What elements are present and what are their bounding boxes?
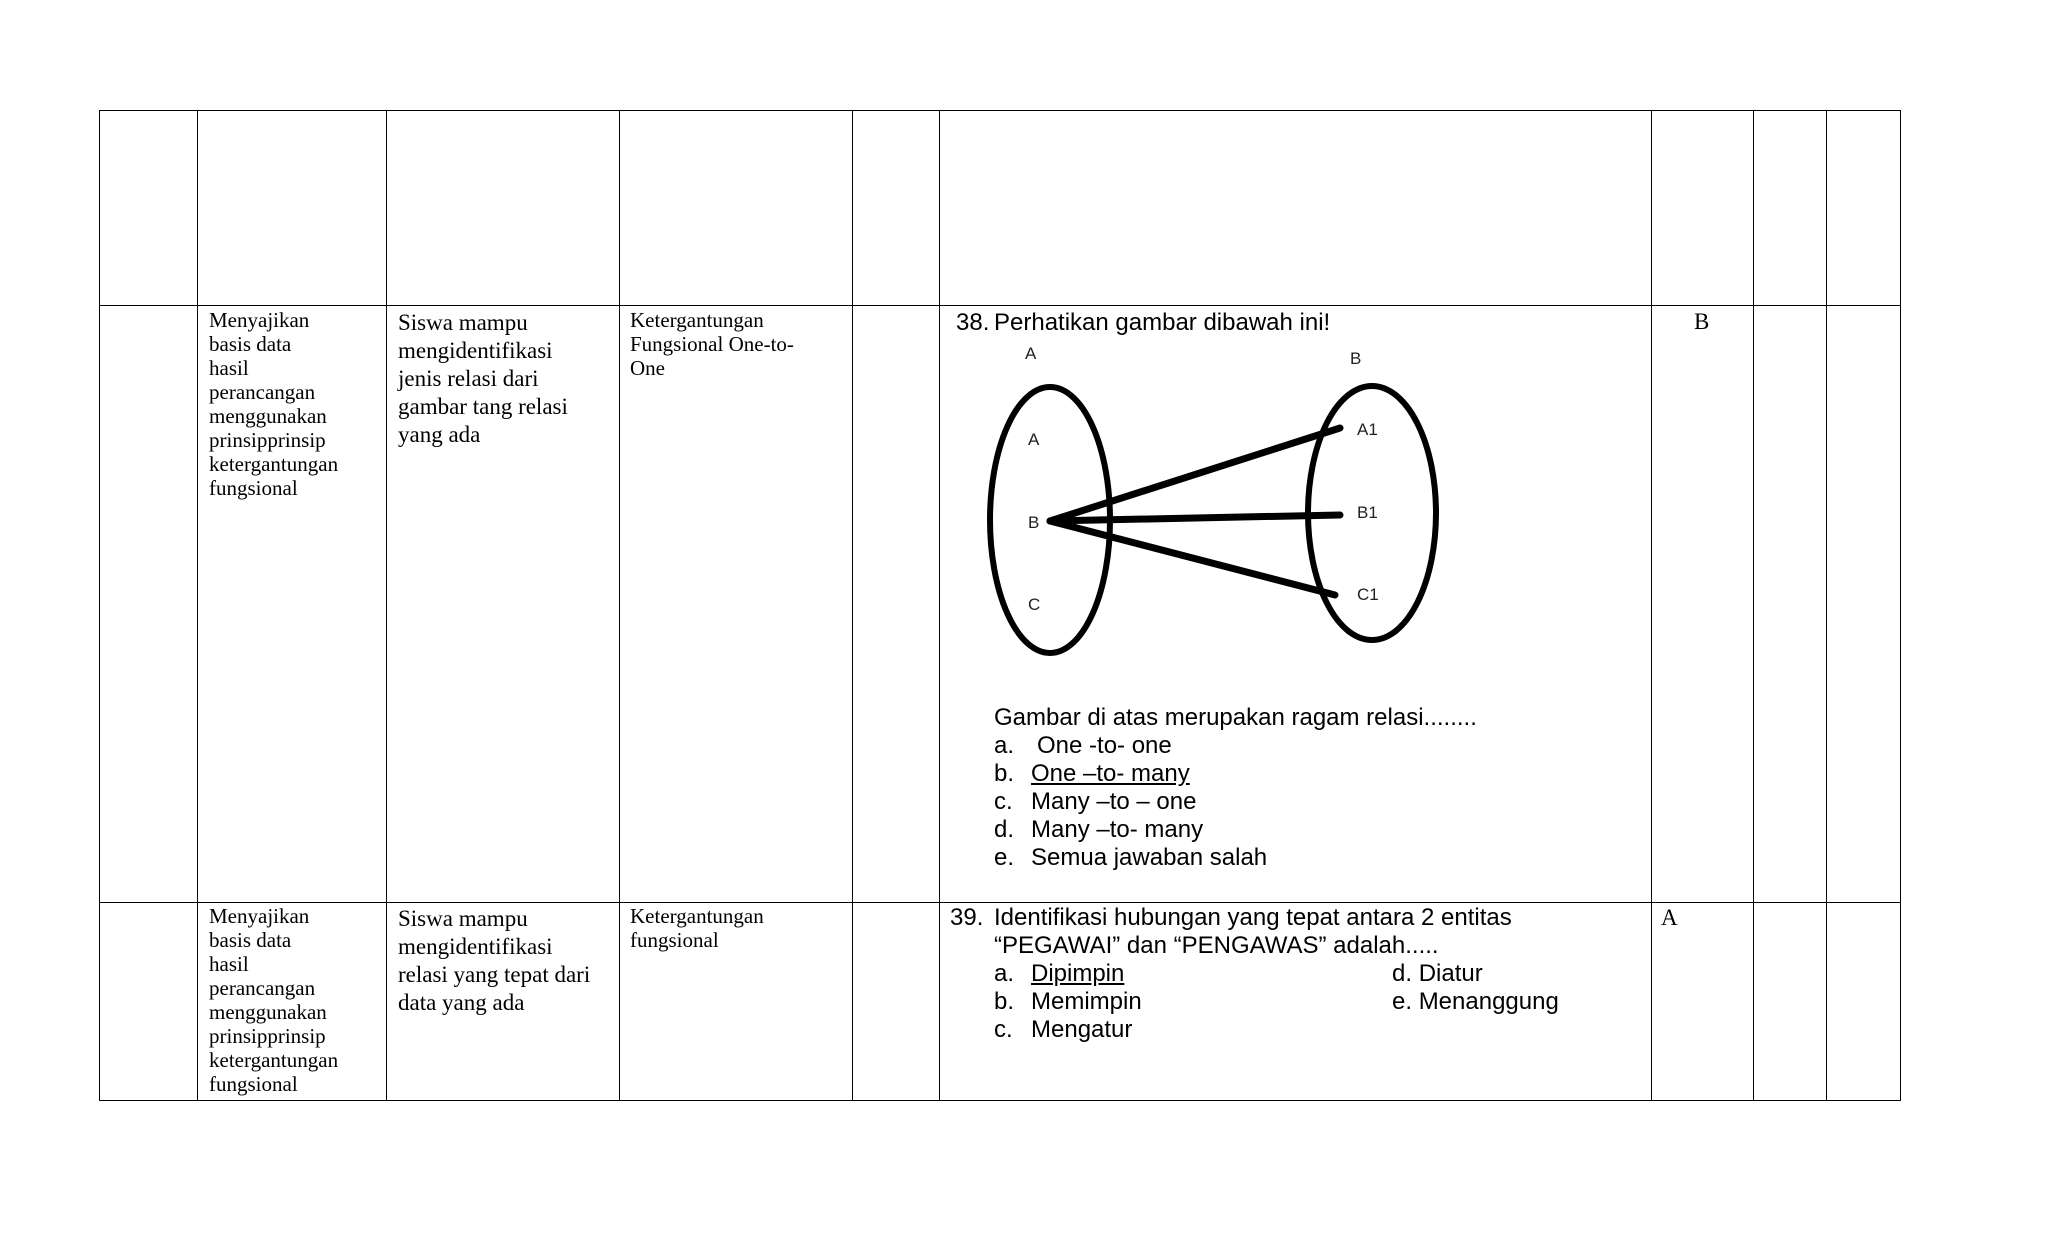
column-divider (386, 110, 387, 1100)
option: d. Diatur (1392, 960, 1483, 987)
column-divider (1753, 110, 1754, 1100)
correct-option-text: One –to- many (1031, 760, 1190, 787)
row-divider (99, 902, 1901, 903)
question-number: 39. (950, 904, 984, 931)
set-a-item: C (1028, 595, 1041, 614)
row-divider (99, 305, 1901, 306)
table-border-top (99, 110, 1901, 111)
correct-option-text: Dipimpin (1031, 960, 1125, 987)
column-divider (1900, 110, 1901, 1100)
column-divider (1651, 110, 1652, 1100)
column-divider (852, 110, 853, 1100)
set-a-item: A (1028, 430, 1040, 449)
material-cell: Ketergantungan Fungsional One-to- One (630, 308, 794, 380)
relation-line (1050, 515, 1340, 521)
option: b. One –to- many (994, 760, 1190, 787)
column-divider (939, 110, 940, 1100)
competency-cell: Menyajikan basis data hasil perancangan menggunakan prinsipprinsip ketergantungan fungsional (209, 904, 339, 1096)
relation-line (1050, 521, 1335, 595)
option: a. One -to- one (994, 732, 1172, 759)
column-divider (619, 110, 620, 1100)
set-b-item: C1 (1357, 585, 1379, 604)
indicator-cell: Siswa mampu mengidentifikasi relasi yang tepat dari data yang ada (398, 906, 591, 1015)
option: b. Memimpin (994, 988, 1142, 1015)
table-border-bottom (99, 1100, 1901, 1101)
option: e. Menanggung (1392, 988, 1559, 1015)
option: d. Many –to- many (994, 816, 1204, 843)
material-cell: Ketergantungan fungsional (630, 904, 764, 952)
set-b-item: A1 (1357, 420, 1378, 439)
option: c. Mengatur (994, 1016, 1133, 1043)
answer-key: A (1661, 905, 1678, 930)
answer-key: B (1694, 309, 1710, 334)
option: a. Dipimpin (994, 960, 1125, 987)
relation-line (1050, 428, 1340, 521)
set-b-item: B1 (1357, 503, 1378, 522)
indicator-cell: Siswa mampu mengidentifikasi jenis relasi dari gambar tang relasi yang ada (398, 310, 568, 447)
column-divider (99, 110, 100, 1100)
relation-diagram (975, 335, 1455, 665)
set-a-item: B (1028, 513, 1040, 532)
question-text: Identifikasi hubungan yang tepat antara 2 entitas “PEGAWAI” dan “PENGAWAS” adalah..... (994, 904, 1512, 959)
column-divider (197, 110, 198, 1100)
question-text: Perhatikan gambar dibawah ini! (994, 309, 1331, 336)
competency-cell: Menyajikan basis data hasil perancangan menggunakan prinsipprinsip ketergantungan fungsional (209, 308, 339, 500)
question-prompt: Gambar di atas merupakan ragam relasi........ (994, 704, 1477, 731)
option: c. Many –to – one (994, 788, 1197, 815)
set-b-title: B (1350, 349, 1362, 368)
set-a-title: A (1025, 344, 1037, 363)
option: e. Semua jawaban salah (994, 844, 1268, 871)
question-number: 38. (956, 309, 990, 336)
column-divider (1826, 110, 1827, 1100)
